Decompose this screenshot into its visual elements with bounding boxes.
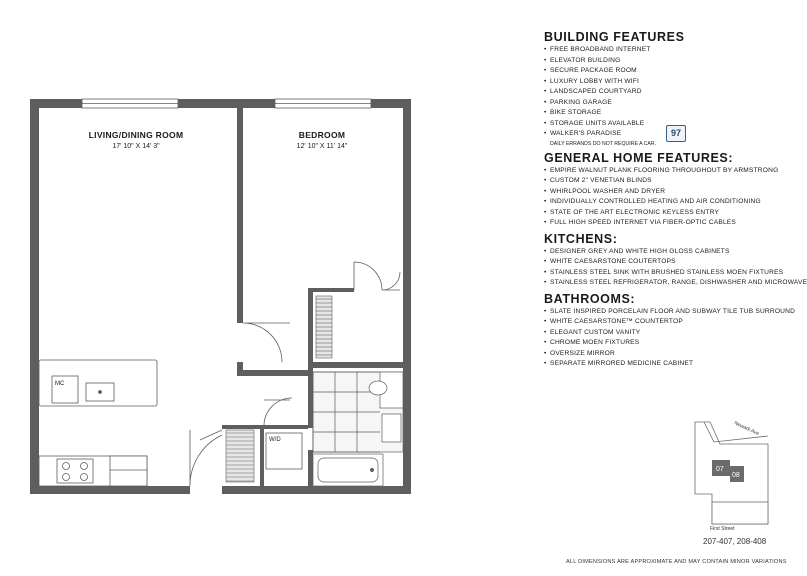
section-title: GENERAL HOME FEATURES:: [544, 150, 734, 165]
room-name-bedroom: BEDROOM: [298, 130, 346, 140]
feature-text: SLATE INSPIRED PORCELAIN FLOOR AND SUBWAY TILE TUB SURROUND: [550, 307, 796, 315]
feature-item: [544, 349, 768, 360]
bullet-icon: •: [544, 268, 547, 276]
feature-item: [544, 119, 768, 130]
street-top: Newark Ave: [733, 420, 760, 438]
bullet-icon: •: [544, 328, 547, 336]
feature-item: [544, 247, 768, 258]
room-name-living: LIVING/DINING ROOM: [88, 130, 184, 140]
washer-dryer: [266, 433, 302, 469]
feature-text: WHITE CAESARSTONE COUTERTOPS: [550, 258, 676, 265]
bullet-icon: •: [544, 318, 547, 325]
feature-text: ELEGANT CUSTOM VANITY: [550, 328, 641, 336]
feature-text: SEPARATE MIRRORED MEDICINE CABINET: [550, 360, 694, 367]
feature-item: [544, 208, 768, 219]
bullet-icon: •: [544, 208, 547, 216]
svg-text:W/D: W/D: [269, 437, 281, 443]
bullet-icon: •: [544, 77, 547, 85]
feature-text: LANDSCAPED COURTYARD: [550, 88, 642, 95]
feature-section: [544, 30, 768, 148]
svg-text:08: 08: [732, 472, 740, 479]
bullet-icon: •: [544, 177, 547, 184]
wall-left: [30, 99, 39, 494]
bullet-icon: •: [544, 46, 547, 53]
feature-item: [544, 87, 768, 98]
feature-text: LUXURY LOBBY WITH WIFI: [550, 77, 640, 85]
bullet-icon: •: [544, 247, 547, 255]
features-panel: [544, 30, 807, 373]
feature-text: WALKER'S PARADISE: [550, 130, 622, 137]
feature-text: BIKE STORAGE: [550, 109, 602, 116]
key-plan: [690, 414, 768, 534]
feature-text: SECURE PACKAGE ROOM: [550, 67, 637, 74]
bullet-icon: •: [544, 166, 547, 174]
bedroom-door: [243, 323, 290, 362]
bullet-icon: •: [544, 56, 547, 64]
feature-item: [544, 66, 768, 77]
bullet-icon: •: [544, 119, 547, 127]
room-dims-bedroom: 12' 10" X 11' 14": [296, 143, 348, 150]
feature-text: WHITE CAESARSTONE™ COUNTERTOP: [550, 318, 683, 325]
feature-item: [544, 166, 779, 177]
wall-living-bedroom: [237, 108, 243, 323]
feature-text: CUSTOM 2" VENETIAN BLINDS: [550, 177, 652, 184]
disclaimer: ALL DIMENSIONS ARE APPROXIMATE AND MAY CONTAIN MINOR VARIATIONS: [566, 559, 787, 565]
feature-item: [544, 77, 768, 88]
closet-door: [354, 262, 382, 290]
feature-text: ELEVATOR BUILDING: [550, 56, 621, 64]
svg-text:07: 07: [716, 466, 724, 473]
feature-text: FREE BROADBAND INTERNET: [550, 46, 651, 53]
feature-item: [544, 338, 768, 349]
bathroom-sink: [382, 414, 401, 442]
kitchen: [39, 360, 157, 486]
feature-item: [544, 317, 768, 328]
feature-list: [544, 45, 768, 140]
feature-list: [544, 307, 796, 370]
feature-item: [544, 328, 768, 339]
section-title: BUILDING FEATURES: [544, 30, 685, 44]
section-title: KITCHENS:: [544, 231, 618, 246]
room-dims-living: 17' 10" X 14' 3": [112, 143, 160, 150]
wall-bath: [308, 368, 313, 428]
wall-bottom-right: [222, 486, 411, 494]
feature-item: [544, 108, 768, 119]
feature-text: CHROME MOEN FIXTURES: [550, 339, 640, 346]
refrigerator: [110, 456, 147, 486]
unit-numbers: 207-407, 208-408: [703, 537, 767, 546]
feature-item: [544, 197, 768, 208]
bullet-icon: •: [544, 258, 547, 265]
bullet-icon: •: [544, 307, 547, 315]
feature-text: WHIRLPOOL WASHER AND DRYER: [550, 187, 666, 195]
feature-text: INDIVIDUALLY CONTROLLED HEATING AND AIR CONDITIONING: [550, 198, 761, 205]
street-bottom: First Street: [710, 526, 735, 532]
feature-text: OVERSIZE MIRROR: [550, 349, 615, 357]
wd-door: [264, 398, 292, 425]
feature-item: [544, 56, 768, 67]
feature-item: [544, 187, 768, 198]
feature-text: STAINLESS STEEL SINK WITH BRUSHED STAINLESS MOEN FIXTURES: [550, 268, 784, 276]
bullet-icon: •: [544, 98, 547, 106]
bullet-icon: •: [544, 187, 547, 195]
feature-note: DAILY ERRANDS DO NOT REQUIRE A CAR.: [550, 140, 657, 147]
feature-list: [544, 247, 807, 289]
feature-item: [544, 98, 768, 109]
bullet-icon: •: [544, 130, 547, 137]
bullet-icon: •: [544, 67, 547, 74]
feature-text: FULL HIGH SPEED INTERNET VIA FIBER-OPTIC CABLES: [550, 219, 737, 226]
feature-section: [544, 231, 807, 289]
feature-item: [544, 278, 807, 289]
feature-section: [544, 291, 796, 370]
bathroom: [313, 372, 403, 486]
section-title: BATHROOMS:: [544, 291, 636, 306]
bullet-icon: •: [544, 360, 547, 367]
wall-right: [403, 99, 411, 494]
feature-item: [544, 45, 768, 56]
entry-door: [190, 430, 222, 486]
feature-item: [544, 218, 768, 229]
bullet-icon: •: [544, 349, 547, 357]
toilet: [369, 381, 387, 395]
bullet-icon: •: [544, 88, 547, 95]
feature-item: [544, 307, 796, 318]
feature-list: [544, 166, 779, 229]
wall-bottom-left: [30, 486, 190, 494]
bullet-icon: •: [544, 279, 547, 286]
feature-text: STAINLESS STEEL REFRIGERATOR, RANGE, DISHWASHER AND MICROWAVE: [550, 279, 807, 286]
feature-text: PARKING GARAGE: [550, 98, 613, 106]
feature-text: STORAGE UNITS AVAILABLE: [550, 119, 645, 127]
feature-item: [544, 359, 768, 370]
feature-text: STATE OF THE ART ELECTRONIC KEYLESS ENTRY: [550, 208, 720, 216]
range: [57, 459, 93, 483]
microwave-label: MC: [55, 381, 65, 387]
feature-text: EMPIRE WALNUT PLANK FLOORING THROUGHOUT BY ARMSTRONG: [550, 166, 779, 174]
feature-section: [544, 150, 779, 229]
bullet-icon: •: [544, 219, 547, 226]
bullet-icon: •: [544, 109, 547, 116]
feature-item: [544, 129, 768, 140]
bullet-icon: •: [544, 339, 547, 346]
walk-score-badge: 97: [666, 125, 686, 142]
feature-item: [544, 268, 784, 279]
feature-item: [544, 176, 768, 187]
feature-item: [544, 257, 768, 268]
bullet-icon: •: [544, 198, 547, 205]
feature-text: DESIGNER GREY AND WHITE HIGH GLOSS CABINETS: [550, 247, 730, 255]
